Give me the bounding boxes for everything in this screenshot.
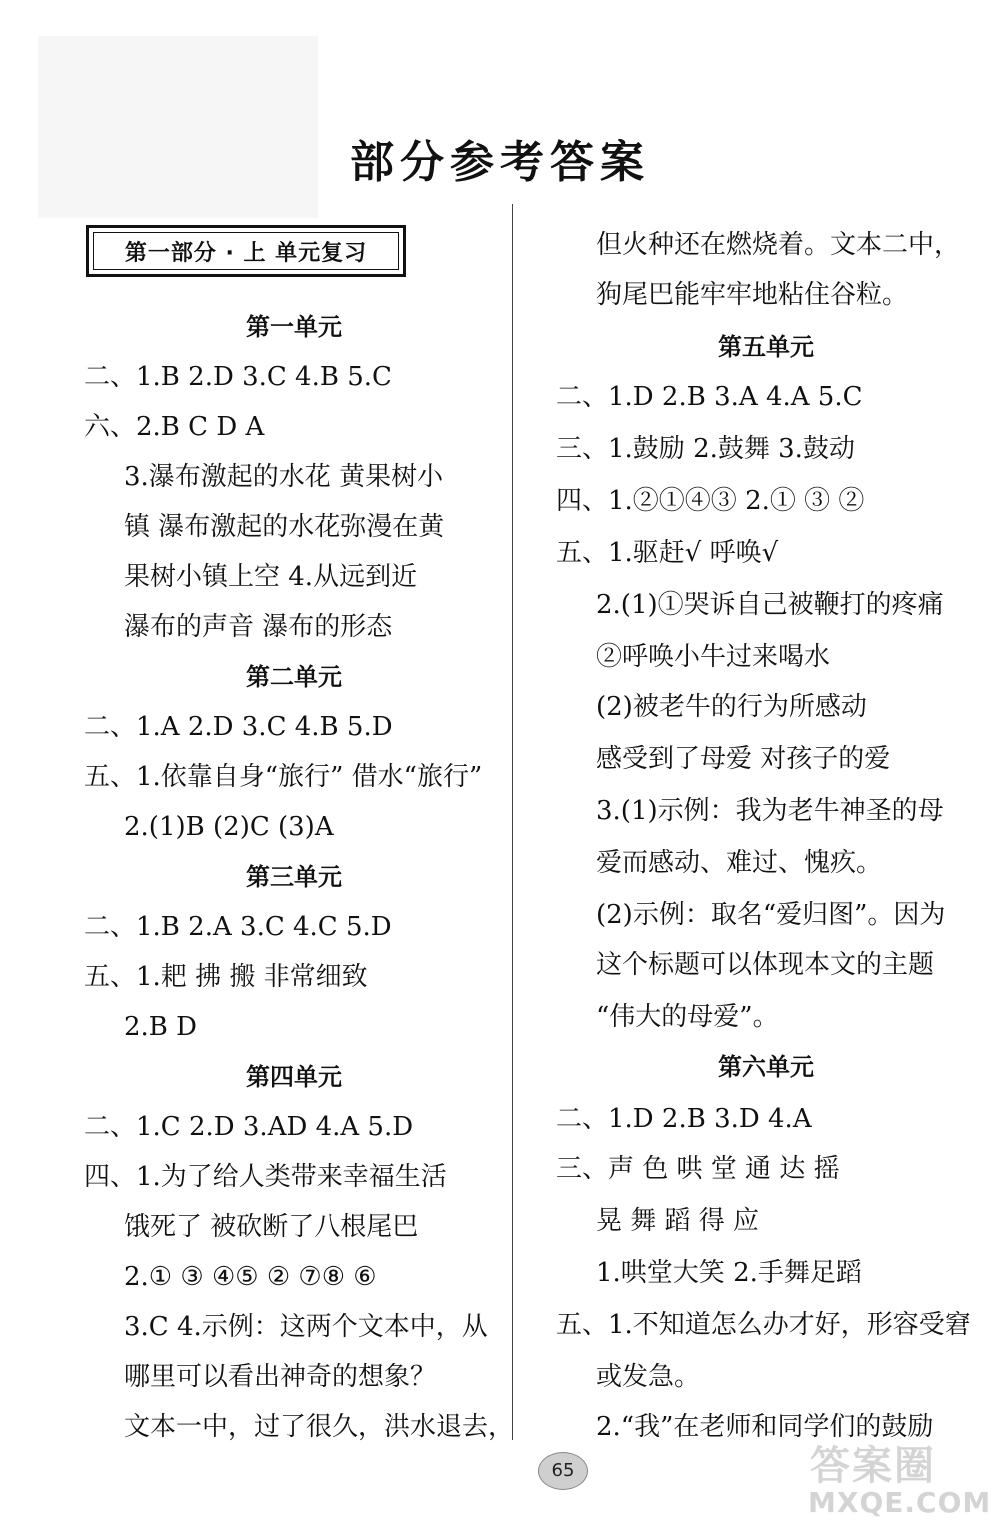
answer-line: 但火种还在燃烧着。文本二中， (596, 230, 961, 260)
answer-line: “伟大的母爱”。 (596, 1002, 779, 1032)
answer-line: 二、1.C 2.D 3.AD 4.A 5.D (84, 1112, 414, 1142)
answer-line: 这个标题可以体现本文的主题 (596, 950, 935, 980)
unit-heading: 第三单元 (246, 862, 342, 891)
answer-line: 或发急。 (596, 1362, 701, 1392)
answer-line: 四、1.为了给人类带来幸福生活 (84, 1162, 447, 1192)
answer-line: 果树小镇上空 4.从远到近 (124, 562, 418, 592)
column-divider (512, 204, 513, 1440)
answer-line: 二、1.D 2.B 3.D 4.A (556, 1104, 812, 1134)
answer-line: 五、1.驱赶√ 呼唤√ (556, 538, 779, 568)
watermark-logo: 答案圈 (810, 1443, 936, 1489)
answer-line: 三、1.鼓励 2.鼓舞 3.鼓动 (556, 434, 855, 464)
answer-line: 瀑布的声音 瀑布的形态 (124, 612, 393, 642)
answer-line: 二、1.A 2.D 3.C 4.B 5.D (84, 712, 393, 742)
answer-line: 五、1.不知道怎么办才好，形容受窘 (556, 1310, 971, 1340)
answer-line: 2.① ③ ④⑤ ② ⑦⑧ ⑥ (124, 1262, 377, 1292)
answer-line: 2.(1)B (2)C (3)A (124, 812, 334, 842)
answer-line: 六、2.B C D A (84, 412, 265, 442)
answer-line: 二、1.D 2.B 3.A 4.A 5.C (556, 382, 863, 412)
answer-line: 文本一中，过了很久，洪水退去， (124, 1412, 515, 1442)
unit-heading: 第二单元 (246, 662, 342, 691)
answer-line: ②呼唤小牛过来喝水 (596, 642, 831, 672)
answer-line: 2.(1)①哭诉自己被鞭打的疼痛 (596, 590, 944, 620)
answer-line: 四、1.②①④③ 2.① ③ ② (556, 486, 865, 516)
section-badge-label: 第一部分 · 上 单元复习 (93, 232, 399, 270)
page-number: 65 (538, 1452, 588, 1490)
answer-line: 饿死了 被砍断了八根尾巴 (124, 1212, 419, 1242)
answer-line: (2)被老牛的行为所感动 (596, 692, 867, 722)
answer-line: 狗尾巴能牢牢地粘住谷粒。 (596, 280, 909, 310)
answer-line: 哪里可以看出神奇的想象？ (124, 1362, 437, 1392)
answer-line: 镇 瀑布激起的水花弥漫在黄 (124, 512, 445, 542)
answer-line: 二、1.B 2.A 3.C 4.C 5.D (84, 912, 392, 942)
unit-heading: 第五单元 (718, 332, 814, 361)
answer-line: 爱而感动、难过、愧疚。 (596, 848, 883, 878)
watermark-url: MXQE.COM (808, 1486, 992, 1519)
answer-line: 晃 舞 蹈 得 应 (596, 1206, 760, 1236)
answer-line: 感受到了母爱 对孩子的爱 (596, 744, 891, 774)
page-title: 部分参考答案 (350, 137, 650, 188)
unit-heading: 第四单元 (246, 1062, 342, 1091)
answer-line: 1.哄堂大笑 2.手舞足蹈 (596, 1258, 862, 1288)
answer-line: 2.“我”在老师和同学们的鼓励 (596, 1412, 934, 1442)
unit-heading: 第六单元 (718, 1052, 814, 1081)
answer-line: 3.C 4.示例：这两个文本中，从 (124, 1312, 488, 1342)
answer-line: 五、1.耙 拂 搬 非常细致 (84, 962, 368, 992)
answer-line: 3.瀑布激起的水花 黄果树小 (124, 462, 444, 492)
answer-line: 五、1.依靠自身“旅行” 借水“旅行” (84, 762, 483, 792)
unit-heading: 第一单元 (246, 312, 342, 341)
answer-line: (2)示例：取名“爱归图”。因为 (596, 900, 946, 930)
answer-line: 三、声 色 哄 堂 通 达 摇 (556, 1154, 840, 1184)
section-badge (86, 225, 406, 277)
answer-line: 3.(1)示例：我为老牛神圣的母 (596, 796, 944, 826)
answer-line: 2.B D (124, 1012, 198, 1042)
answer-line: 二、1.B 2.D 3.C 4.B 5.C (84, 362, 392, 392)
